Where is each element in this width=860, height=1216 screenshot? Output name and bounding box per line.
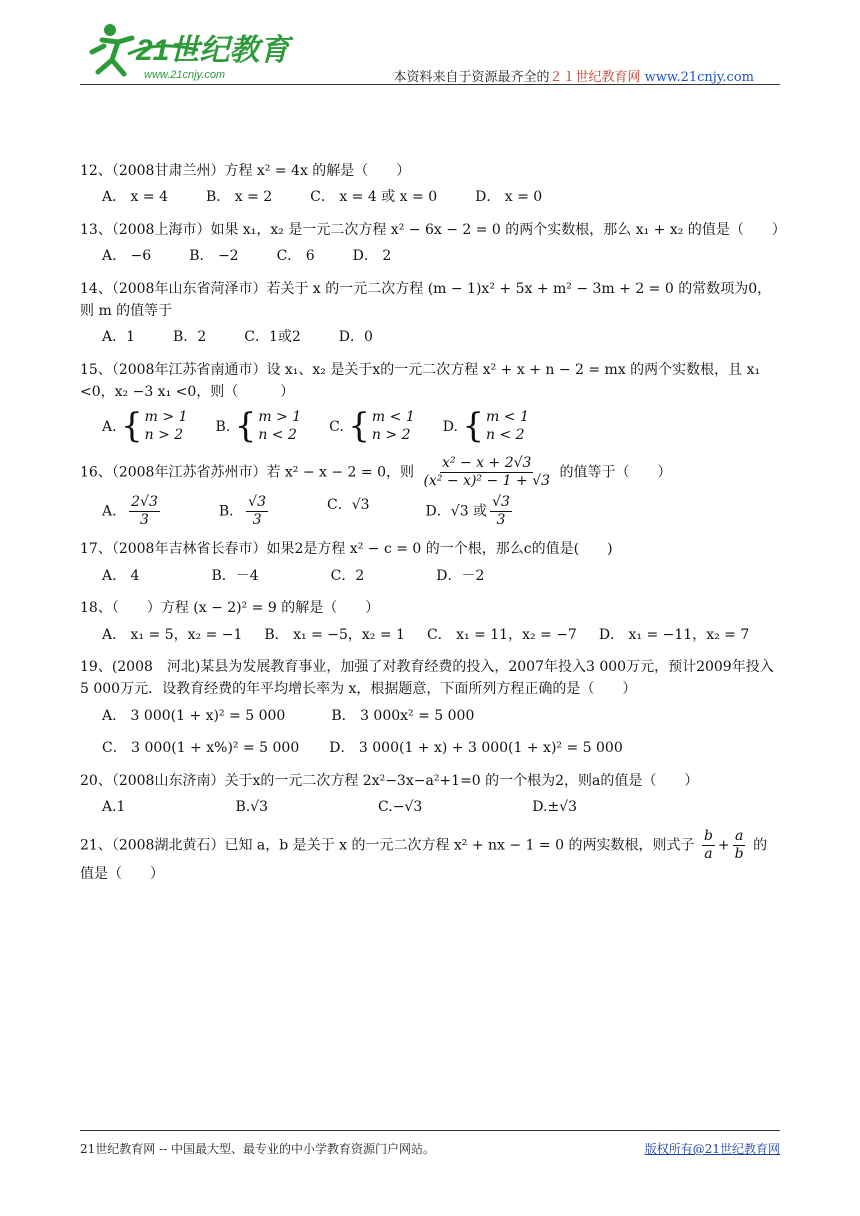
options — [80, 624, 780, 646]
option-d: D．0 — [338, 329, 373, 346]
inequality-system: { m > 1 n > 2 — [121, 406, 188, 447]
option-a: A．1 — [102, 329, 136, 346]
question-title: 17、（2008年吉林省长春市）如果2是方程 x² − c = 0 的一个根，那么c的值是( ) — [80, 541, 613, 558]
option-b — [215, 408, 301, 446]
question-21 — [80, 828, 780, 885]
option-b — [219, 494, 271, 529]
options — [80, 186, 780, 208]
system-line: m > 1 — [258, 408, 302, 425]
header-info-site[interactable]: ２１世纪教育网 — [549, 70, 641, 85]
question-17 — [80, 538, 780, 587]
fraction-numerator: x² − x + 2√3 — [442, 455, 532, 472]
option-label: C. — [329, 418, 344, 435]
question-14 — [80, 278, 780, 349]
question-title-suffix: 的值是（ ） — [80, 837, 768, 882]
option-label: B. — [215, 418, 231, 435]
option-d — [443, 408, 529, 446]
option-b: B． x = 2 — [206, 189, 273, 206]
option-d: D． x₁ = −11，x₂ = 7 — [598, 626, 750, 643]
option-value: √3 或 — [450, 503, 488, 520]
options — [80, 796, 780, 818]
option-label: A. — [102, 418, 117, 435]
option-d — [426, 494, 515, 529]
footer-left: 21世纪教育网 -- 中国最大型、最专业的中小学教育资源门户网站。 — [80, 1142, 436, 1156]
options — [80, 565, 780, 587]
option-d: D． 2 — [352, 248, 392, 265]
option-c: C． 6 — [276, 248, 315, 265]
question-title: 18、（ ）方程 (x − 2)² = 9 的解是（ ） — [80, 600, 380, 617]
question-title: 15、（2008年江苏省南通市）设 x₁、x₂ 是关于x的一元二次方程 x² + x + n − 2 = mx 的两个实数根，且 x₁ <0，x₂ −3 x₁ <0，则（ ） — [80, 361, 761, 401]
option-label: A． — [102, 503, 127, 520]
question-title-suffix: 的值等于（ ） — [559, 464, 672, 481]
fraction — [246, 494, 268, 529]
fraction-denominator: (x² − x)² − 1 + √3 — [423, 473, 551, 490]
logo — [88, 20, 348, 84]
question-20 — [80, 770, 780, 819]
plus-sign: + — [717, 837, 730, 854]
svg-text:21世纪教育: 21世纪教育 — [136, 34, 290, 67]
question-title — [80, 828, 780, 885]
option-c: C． x = 4 或 x = 0 — [310, 189, 438, 206]
question-title — [80, 455, 780, 490]
header-divider — [80, 84, 780, 85]
system-line: n < 2 — [258, 427, 297, 444]
options — [80, 737, 780, 759]
system-line: n > 2 — [144, 427, 184, 444]
inequality-system: { m < 1 n < 2 — [462, 406, 529, 447]
fraction-numerator: b — [703, 828, 713, 845]
question-19 — [80, 656, 780, 760]
option-label: C． — [327, 496, 352, 513]
option-c: C．2 — [330, 567, 365, 584]
option-a — [102, 408, 187, 446]
header-info — [393, 66, 754, 85]
option-a: A． x₁ = 5，x₂ = −1 — [102, 626, 243, 643]
question-16 — [80, 455, 780, 528]
options — [80, 326, 780, 348]
options — [80, 245, 780, 267]
option-a: A． 3 000(1 + x)² = 5 000 — [102, 707, 286, 724]
question-title-prefix: 16、（2008年江苏省苏州市）若 x² − x − 2 = 0，则 — [80, 464, 415, 481]
system-line: m < 1 — [486, 408, 529, 425]
question-title: 20、（2008山东济南）关于x的一元二次方程 2x²−3x−a²+1=0 的一个根为2，则a的值是（ ） — [80, 772, 699, 789]
fraction — [490, 494, 512, 529]
fraction — [702, 828, 715, 863]
fraction-denominator: 3 — [496, 511, 506, 528]
option-d: D． 3 000(1 + x) + 3 000(1 + x)² = 5 000 — [329, 740, 623, 757]
question-title: 19、(2008 河北)某县为发展教育事业，加强了对教育经费的投入，2007年投入3 000万元，预计2009年投入5 000万元．设教育经费的年平均增长率为 x，根据题意，下面所列方程正确的是（ ） — [80, 659, 774, 698]
question-13 — [80, 219, 786, 268]
fraction-numerator: a — [734, 828, 744, 845]
inequality-system: { m < 1 n > 2 — [348, 406, 415, 447]
option-c: C．1或2 — [244, 329, 301, 346]
option-b: B．－4 — [211, 567, 259, 584]
option-d: D.±√3 — [532, 799, 578, 815]
question-title-prefix: 21、（2008湖北黄石）已知 a，b 是关于 x 的一元二次方程 x² + nx − 1 = 0 的两实数根，则式子 — [80, 837, 695, 854]
system-line: m < 1 — [371, 408, 415, 425]
fraction-numerator: √3 — [248, 493, 266, 510]
option-c: C． x₁ = 11，x₂ = −7 — [426, 626, 577, 643]
fraction — [733, 828, 746, 863]
fraction-denominator: 3 — [140, 511, 149, 528]
fraction-denominator: b — [734, 846, 744, 863]
option-d: D．－2 — [436, 567, 485, 584]
option-label: D． — [425, 503, 451, 520]
options — [80, 705, 780, 727]
options — [80, 494, 780, 529]
fraction — [421, 455, 552, 490]
question-18 — [80, 597, 780, 646]
option-a — [102, 494, 163, 529]
footer — [80, 1140, 780, 1157]
option-a: A． 4 — [102, 567, 140, 584]
system-line: n < 2 — [486, 427, 525, 444]
fraction-numerator: √3 — [492, 493, 510, 510]
option-a: A． x = 4 — [102, 189, 168, 206]
question-12 — [80, 160, 780, 209]
fraction-denominator: 3 — [252, 511, 262, 528]
fraction-numerator: 2√3 — [131, 493, 158, 510]
fraction-denominator: a — [704, 846, 713, 863]
question-title: 12、（2008甘肃兰州）方程 x² = 4x 的解是（ ） — [80, 163, 411, 179]
options — [80, 408, 780, 446]
question-list — [80, 160, 786, 895]
footer-divider — [80, 1130, 780, 1131]
header-info-url[interactable]: www.21cnjy.com — [644, 70, 754, 85]
option-label: D. — [442, 418, 458, 435]
system-line: m > 1 — [144, 408, 188, 425]
option-b: B． x₁ = −5，x₂ = 1 — [264, 626, 405, 643]
option-a: A.1 — [102, 799, 126, 815]
option-b: B．2 — [173, 329, 207, 346]
option-b: B.√3 — [235, 799, 269, 815]
option-b: B． 3 000x² = 5 000 — [331, 707, 475, 724]
header-info-prefix: 本资料来自于资源最齐全的 — [393, 70, 550, 85]
header — [80, 20, 780, 88]
option-c — [327, 494, 370, 529]
fraction — [129, 494, 160, 529]
option-a: A． −6 — [102, 248, 152, 265]
option-c: C． 3 000(1 + x%)² = 5 000 — [102, 740, 300, 757]
option-value: √3 — [351, 496, 370, 513]
question-title: 14、（2008年山东省菏泽市）若关于 x 的一元二次方程 (m − 1)x² + 5x + m² − 3m + 2 = 0 的常数项为0，则 m 的值等于 — [80, 280, 772, 319]
question-15 — [80, 359, 780, 446]
question-title: 13、（2008上海市）如果 x₁，x₂ 是一元二次方程 x² − 6x − 2 = 0 的两个实数根，那么 x₁ + x₂ 的值是（ ） — [80, 221, 786, 238]
inequality-system: { m > 1 n < 2 — [234, 406, 302, 447]
option-b: B． −2 — [189, 248, 239, 265]
system-line: n > 2 — [371, 427, 411, 444]
footer-copyright-link[interactable]: 版权所有@21世纪教育网 — [644, 1142, 780, 1156]
option-label: B． — [218, 503, 244, 520]
option-c: C.−√3 — [378, 799, 423, 815]
svg-text:www.21cnjy.com: www.21cnjy.com — [144, 69, 226, 81]
option-d: D． x = 0 — [475, 189, 543, 206]
option-c — [329, 408, 415, 446]
